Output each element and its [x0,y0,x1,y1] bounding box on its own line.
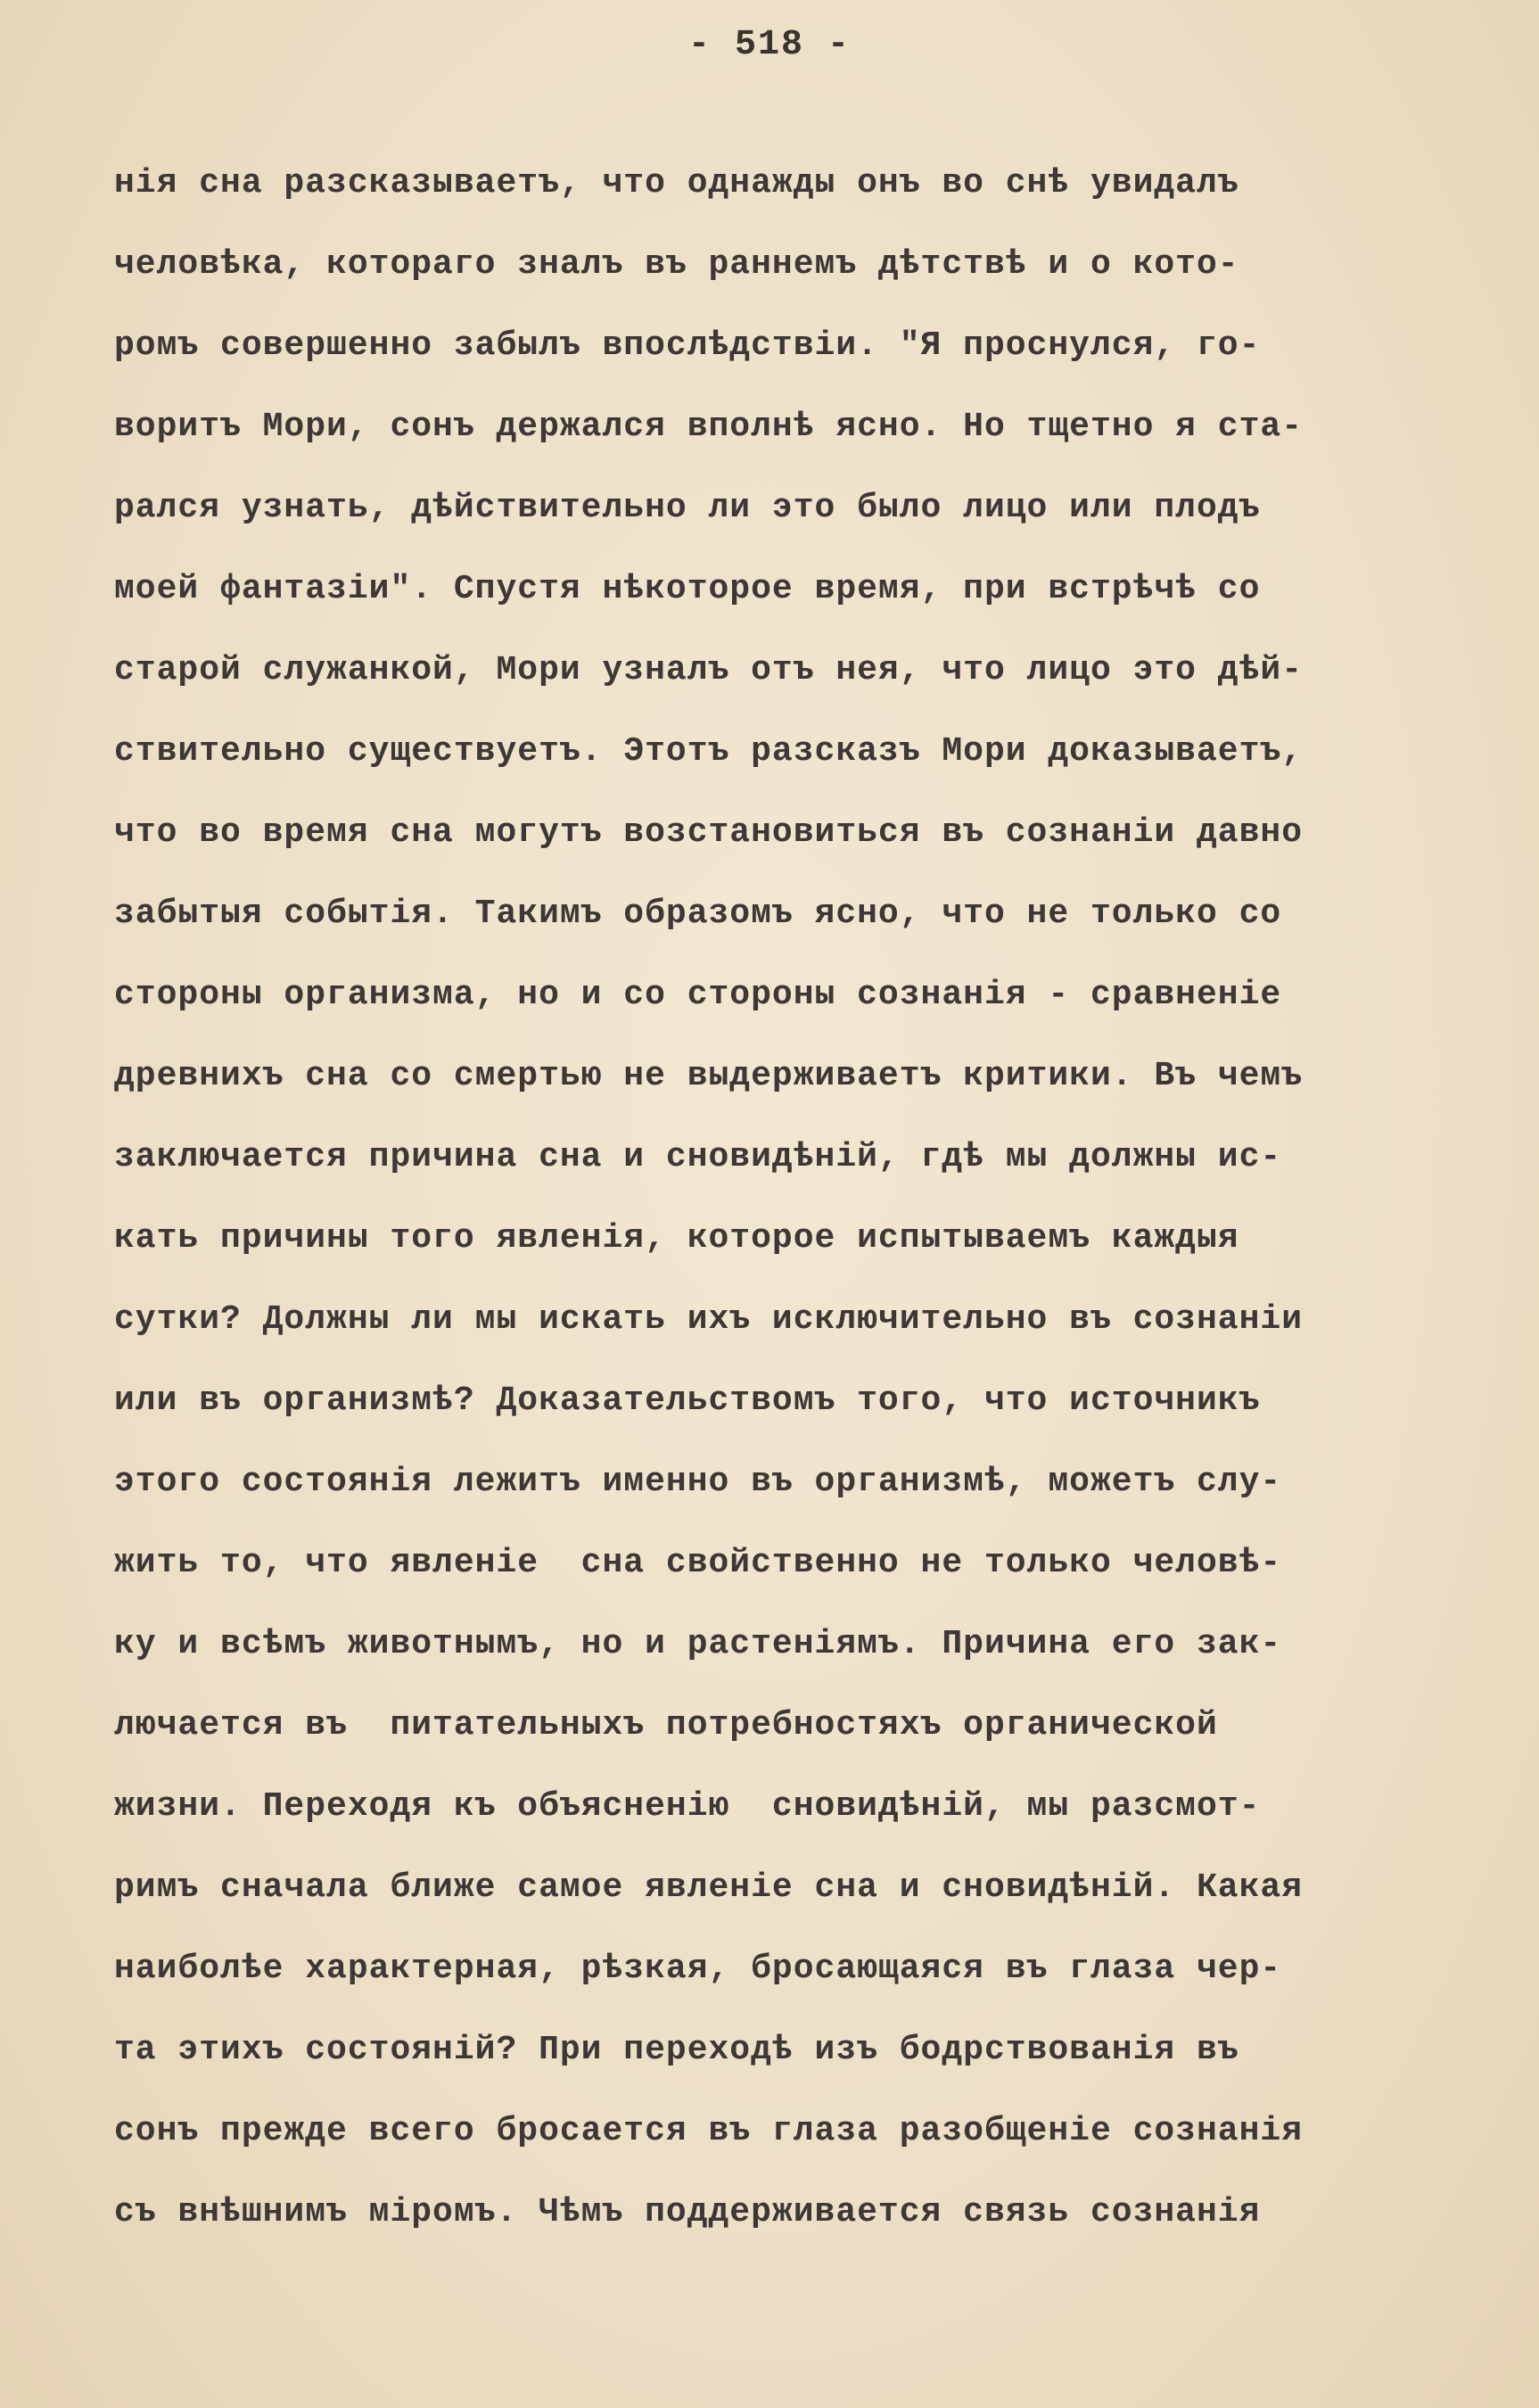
body-text [114,143,1487,2253]
text-line: древнихъ сна со смертью не выдерживаетъ критики. Въ чемъ [114,1057,1304,1095]
text-line: сонъ прежде всего бросается въ глаза разобщеніе сознанія [114,2112,1304,2150]
text-line: жизни. Переходя къ объясненію сновидѣній, мы разсмот- [114,1787,1261,1826]
text-line: римъ сначала ближе самое явленіе сна и сновидѣній. Какая [114,1868,1304,1907]
text-line: нія сна разсказываетъ, что однажды онъ во снѣ увидалъ [114,164,1239,202]
text-line: заключается причина сна и сновидѣній, гдѣ мы должны ис- [114,1138,1282,1176]
text-line: наиболѣе характерная, рѣзкая, бросающаяся въ глаза чер- [114,1950,1282,1988]
text-line: ствительно существуетъ. Этотъ разсказъ Мори доказываетъ, [114,732,1304,771]
text-line: моей фантазіи". Спустя нѣкоторое время, при встрѣчѣ со [114,570,1261,608]
text-line: та этихъ состояній? При переходѣ изъ бодрствованія въ [114,2031,1239,2069]
page-number: - 518 - [687,25,852,65]
text-line: стороны организма, но и со стороны сознанія - сравненіе [114,976,1282,1014]
text-line: съ внѣшнимъ міромъ. Чѣмъ поддерживается связь сознанія [114,2193,1261,2231]
text-line: человѣка, котораго зналъ въ раннемъ дѣтствѣ и о кото- [114,245,1239,284]
text-line: старой служанкой, Мори узналъ отъ нея, что лицо это дѣй- [114,651,1304,689]
text-line: рался узнать, дѣйствительно ли это было лицо или плодъ [114,489,1261,527]
text-line: что во время сна могутъ возстановиться въ сознаніи давно [114,813,1304,852]
text-line: ку и всѣмъ животнымъ, но и растеніямъ. Причина его зак- [114,1625,1282,1663]
text-line: этого состоянія лежитъ именно въ организмѣ, можетъ слу- [114,1463,1282,1501]
text-line: жить то, что явленіе сна свойственно не только человѣ- [114,1544,1282,1582]
text-line: или въ организмѣ? Доказательствомъ того, что источникъ [114,1381,1261,1420]
text-line: сутки? Должны ли мы искать ихъ исключительно въ сознаніи [114,1300,1304,1339]
text-line: забытыя событія. Такимъ образомъ ясно, что не только со [114,895,1282,933]
text-line: лючается въ питательныхъ потребностяхъ органической [114,1706,1218,1744]
text-line: кать причины того явленія, которое испытываемъ каждыя [114,1219,1239,1258]
text-line: воритъ Мори, сонъ держался вполнѣ ясно. Но тщетно я ста- [114,408,1304,446]
text-line: ромъ совершенно забылъ впослѣдствіи. "Я проснулся, го- [114,326,1261,365]
